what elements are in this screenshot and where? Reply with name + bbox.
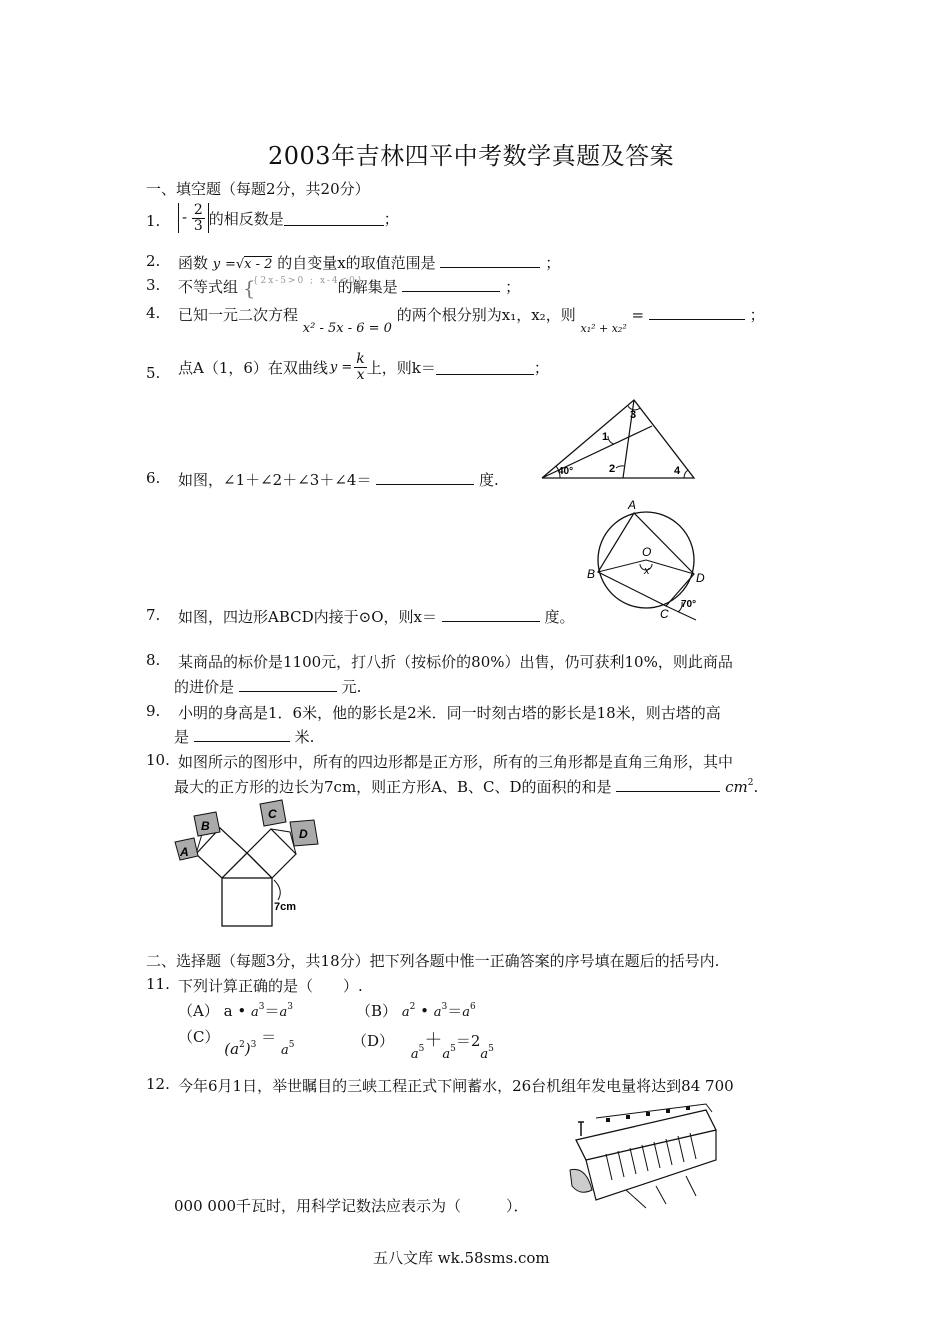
q6-label-1: 1 <box>602 431 609 443</box>
q11-option-d-base1: a <box>410 1047 419 1062</box>
q2-text: 的自变量x的取值范围是 <box>277 254 436 272</box>
q6-label-4: 4 <box>674 465 681 477</box>
q10-unit-sup: 2 <box>747 778 754 788</box>
q11-option-d-exp1: 5 <box>418 1044 425 1054</box>
q12-line2: 000 000千瓦时，用科学记数法应表示为（ ）． <box>174 1197 529 1215</box>
q11-option-c-close: ) <box>244 1040 251 1058</box>
q5-numerator: k <box>356 351 365 367</box>
q9-answer-blank[interactable] <box>194 727 290 742</box>
q7-point-b: B <box>587 567 596 581</box>
q10-side-label: 7cm <box>274 901 297 913</box>
q10-squares-figure <box>172 798 332 930</box>
q11-option-d-plus: ＋ <box>424 1030 443 1051</box>
q8-line2-pre: 的进价是 <box>174 678 235 696</box>
q4-expression: x₁² + x₂² <box>580 322 627 335</box>
q2-end: ； <box>545 254 561 272</box>
q11-option-b-exp1: 2 <box>409 1002 416 1012</box>
q7-end: 度。 <box>544 608 575 626</box>
q5-end: ； <box>533 358 549 377</box>
q5-fraction <box>354 352 366 382</box>
q7-text: 如图，四边形ABCD内接于⊙O，则x＝ <box>178 608 437 626</box>
q5-number: 5. <box>146 364 161 382</box>
q7-number: 7. <box>146 606 161 624</box>
q4-end: ； <box>749 306 765 324</box>
q11-option-a[interactable] <box>178 1000 293 1021</box>
q11-text: 下列计算正确的是（ ）. <box>178 977 363 995</box>
q4-eq: = <box>631 306 645 324</box>
q11-option-a-eq: ＝ <box>264 1002 280 1020</box>
q8-line2-end: 元. <box>341 678 362 696</box>
q4-answer-blank[interactable] <box>649 305 745 320</box>
q11-option-a-pre: a • <box>223 1002 251 1020</box>
q11-option-c-outer-exp: 3 <box>250 1040 257 1050</box>
q3-answer-blank[interactable] <box>402 277 500 292</box>
q11-option-a-result-exp: 3 <box>287 1002 293 1012</box>
q1-denominator: 3 <box>193 217 203 234</box>
q8-line1: 某商品的标价是1100元，打八折（按标价的80%）出售，仍可获利10%，则此商品 <box>178 653 733 671</box>
q8-answer-blank[interactable] <box>239 677 337 692</box>
q12-dam-illustration <box>566 1100 720 1210</box>
q11-option-a-label: （A） <box>178 1002 219 1020</box>
page-title: 2003年吉林四平中考数学真题及答案 <box>268 142 675 170</box>
q6-number: 6. <box>146 469 161 487</box>
q10-unit: cm <box>725 778 748 796</box>
q7-line <box>178 606 575 627</box>
q5-pre: 点A（1，6）在双曲线 <box>178 358 328 377</box>
q11-option-a-base: a <box>250 1005 259 1020</box>
q9-line2-pre: 是 <box>174 728 190 746</box>
q6-label-3: 3 <box>630 409 637 421</box>
q1-line <box>178 203 399 233</box>
q1-text: 的相反数是 <box>208 209 284 228</box>
q7-point-d: D <box>696 571 705 585</box>
q10-answer-blank[interactable] <box>616 777 720 792</box>
q3-line <box>178 276 521 300</box>
q3-end: ； <box>505 278 521 296</box>
q7-point-c: C <box>660 607 669 621</box>
q11-option-b-result: a <box>462 1005 470 1020</box>
q12-line1: 今年6月1日，举世瞩目的三峡工程正式下闸蓄水，26台机组年发电量将达到84 700 <box>178 1077 734 1095</box>
q7-angle-70: 70° <box>681 599 697 610</box>
q11-option-b-label: （B） <box>356 1002 398 1020</box>
q1-minus: - <box>182 208 188 227</box>
q7-point-a: A <box>628 498 637 512</box>
q3-system: { {2x-5>0 ; x-4<0} <box>242 276 365 300</box>
q11-number: 11. <box>146 975 170 993</box>
q11-option-c-label: （C） <box>178 1028 220 1046</box>
q3-number: 3. <box>146 276 161 294</box>
q5-lhs: y = <box>329 359 353 375</box>
q11-option-b-result-exp: 6 <box>469 1002 476 1012</box>
q10-line2-pre: 最大的正方形的边长为7cm，则正方形A、B、C、D的面积的和是 <box>174 778 612 796</box>
q2-answer-blank[interactable] <box>440 253 540 268</box>
q1-number: 1. <box>146 212 161 230</box>
q1-abs-value <box>178 203 209 233</box>
q11-option-c[interactable] <box>178 1026 295 1058</box>
q4-mid: 的两个根分别为x₁，x₂，则 <box>396 306 576 324</box>
q10-label-b: B <box>201 819 210 833</box>
q1-end: ； <box>383 209 399 228</box>
q2-formula-lhs: y <box>212 257 221 272</box>
q10-line2-end: . <box>753 778 759 796</box>
q11-option-c-result: a <box>280 1043 289 1058</box>
q6-end: 度. <box>479 471 499 489</box>
q11-option-c-inner-exp: 2 <box>239 1040 245 1050</box>
q11-option-d-result-exp: 5 <box>488 1044 494 1054</box>
q11-option-d-exp2: 5 <box>450 1044 456 1054</box>
q11-option-d-base2: a <box>442 1047 451 1062</box>
q11-option-b-eq: ＝ <box>447 1002 463 1020</box>
q9-number: 9. <box>146 702 161 720</box>
q11-option-a-exp: 3 <box>258 1002 265 1012</box>
q8-line2 <box>174 676 361 697</box>
q5-denominator: x <box>356 366 365 383</box>
q10-label-a: A <box>180 845 189 859</box>
q10-label-d: D <box>299 827 308 841</box>
q11-option-c-eq: ＝ <box>261 1028 277 1046</box>
q10-line1: 如图所示的图形中，所有的四边形都是正方形，所有的三角形都是直角三角形，其中 <box>178 753 734 771</box>
q1-numerator: 2 <box>193 202 203 218</box>
q3-system-text: {2x-5>0 ; x-4<0} <box>252 276 365 286</box>
q9-line1: 小明的身高是1．6米，他的影长是2米．同一时刻古塔的影长是18米，则古塔的高 <box>178 704 721 722</box>
q10-number: 10. <box>146 751 170 769</box>
q12-number: 12. <box>146 1075 170 1093</box>
q5-text: 上，则k＝ <box>366 358 436 377</box>
q4-pre: 已知一元二次方程 <box>178 306 299 324</box>
q6-text: 如图，∠1＋∠2＋∠3＋∠4＝ <box>178 471 372 489</box>
q2-pre: 函数 <box>178 254 209 272</box>
q7-answer-blank[interactable] <box>442 607 540 622</box>
q6-label-2: 2 <box>609 463 616 475</box>
q4-number: 4. <box>146 304 161 322</box>
q11-option-b-exp2: 3 <box>441 1002 448 1012</box>
section1-heading: 一、填空题（每题2分，共20分） <box>146 180 370 198</box>
q3-text: 的解集是 <box>337 278 398 296</box>
q2-formula-eq: = <box>224 257 236 272</box>
q7-circle-figure <box>584 496 714 622</box>
q2-radicand: x - 2 <box>244 257 273 272</box>
q11-option-b-base2: a <box>433 1005 442 1020</box>
q11-option-d-eq: ＝2 <box>455 1032 481 1050</box>
q11-option-d-result: a <box>480 1047 489 1062</box>
q3-pre: 不等式组 <box>178 278 239 296</box>
q6-line <box>178 469 499 490</box>
q11-option-c-result-exp: 5 <box>288 1040 295 1050</box>
q2-sqrt-sign: √ <box>235 257 245 272</box>
q11-option-b-base1: a <box>401 1005 410 1020</box>
q11-option-b-dot: • <box>415 1002 434 1020</box>
q2-number: 2. <box>146 252 161 270</box>
footer-watermark: 五八文库 wk.58sms.com <box>373 1249 550 1267</box>
q9-line2 <box>174 726 314 747</box>
q11-option-b[interactable] <box>356 1000 476 1021</box>
q11-option-d[interactable] <box>352 1026 494 1062</box>
q10-label-c: C <box>268 807 277 821</box>
q5-answer-blank[interactable] <box>436 360 534 375</box>
q1-answer-blank[interactable] <box>284 211 384 226</box>
q7-var-x: x <box>644 565 650 577</box>
q11-option-a-result: a <box>279 1005 288 1020</box>
q6-answer-blank[interactable] <box>376 470 474 485</box>
q9-line2-end: 米. <box>294 728 315 746</box>
q7-point-o: O <box>642 545 652 559</box>
section2-heading: 二、选择题（每题3分，共18分）把下列各题中惟一正确答案的序号填在题后的括号内. <box>146 952 720 970</box>
q1-fraction <box>192 203 205 233</box>
q8-number: 8. <box>146 651 161 669</box>
q4-line <box>178 304 765 336</box>
q2-line <box>178 252 560 273</box>
q10-line2 <box>174 776 758 797</box>
q11-option-d-label: （D） <box>352 1032 395 1050</box>
q5-line <box>178 352 549 382</box>
q6-triangle-figure <box>538 396 700 484</box>
q4-equation: x² - 5x - 6 = 0 <box>302 321 392 336</box>
q11-option-c-paren: (a <box>224 1040 240 1058</box>
q6-angle-40: 40° <box>558 466 574 477</box>
